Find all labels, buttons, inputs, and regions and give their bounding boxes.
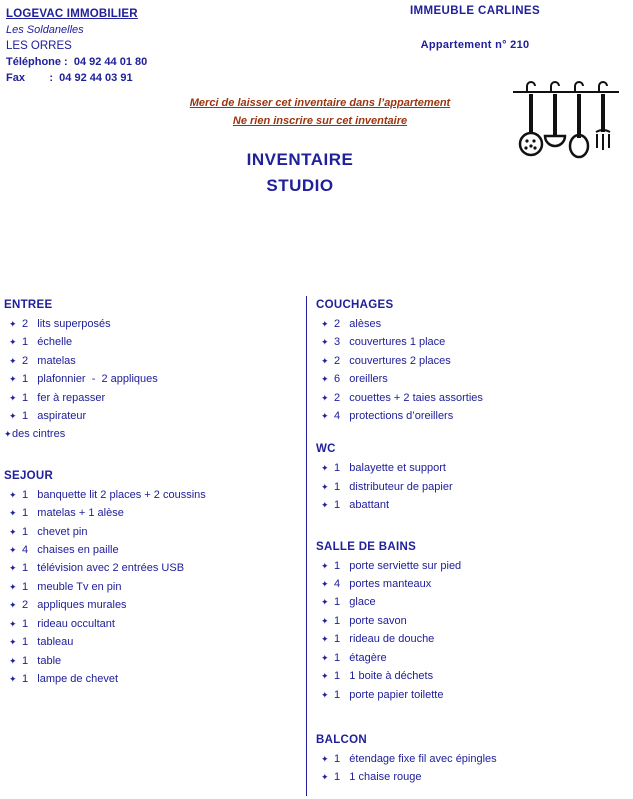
apartment-number: Appartement n° 210 (420, 39, 530, 51)
section-couchages (316, 299, 616, 425)
list-item-label: 2 alèses (334, 318, 382, 330)
title-line-2: STUDIO (266, 176, 334, 195)
list-item-label: 1 fer à repasser (22, 391, 106, 404)
list-item (316, 557, 616, 575)
section-gap (4, 448, 300, 470)
list-item (4, 652, 300, 670)
list-item-label: 1 porte papier toilette (334, 688, 444, 701)
bullet-icon: ✦ (321, 481, 329, 492)
section-item-list (316, 557, 616, 704)
bullet-icon: ✦ (321, 579, 329, 590)
list-item-label: 6 oreillers (334, 373, 388, 386)
section-gap (316, 429, 616, 443)
list-item-label: 1 lampe de chevet (22, 672, 119, 685)
list-item (316, 768, 616, 786)
list-item-label: 1 banquette lit 2 places + 2 coussins (22, 488, 206, 501)
list-item (4, 615, 300, 633)
list-item (316, 630, 616, 648)
list-item-label: 1 plafonnier - 2 appliques (22, 373, 158, 386)
list-item (4, 596, 300, 614)
section-title: BALCON (316, 733, 367, 746)
bullet-icon: ✦ (9, 374, 17, 385)
list-item-label: 3 couvertures 1 place (334, 336, 446, 349)
company-name: LOGEVAC IMMOBILIER (6, 8, 138, 20)
list-item (316, 370, 616, 388)
bullet-icon: ✦ (9, 319, 17, 329)
list-item-label: 1 étagère (334, 651, 387, 664)
notice-block (120, 94, 520, 130)
section-sejour (4, 470, 300, 688)
bullet-icon: ✦ (321, 753, 329, 764)
list-item (4, 633, 300, 651)
section-item-list (316, 459, 616, 514)
list-item (316, 649, 616, 667)
bullet-icon: ✦ (321, 463, 329, 474)
list-item (4, 370, 300, 388)
list-item (316, 667, 616, 685)
list-item-label: 1 1 chaise rouge (334, 771, 422, 784)
list-item (316, 612, 616, 630)
list-item (316, 750, 616, 768)
bullet-icon: ✦ (321, 671, 329, 682)
list-item-label: 1 porte savon (334, 614, 407, 627)
bullet-icon: ✦ (321, 560, 329, 571)
bullet-icon: ✦ (321, 634, 329, 645)
list-item (316, 459, 616, 477)
list-item-label: 1 abattant (334, 499, 390, 512)
list-item (4, 559, 300, 577)
list-item-label: 2 couettes + 2 taies assorties (334, 391, 483, 404)
bullet-icon: ✦ (321, 337, 329, 348)
bullet-icon: ✦ (9, 489, 17, 500)
section-salle-de-bains (316, 541, 616, 704)
section-item-list (316, 750, 616, 787)
list-item-label: 1 aspirateur (22, 410, 87, 423)
bullet-icon: ✦ (9, 545, 17, 556)
list-item (316, 315, 616, 333)
bullet-icon: ✦ (321, 500, 329, 511)
section-title: WC (316, 443, 336, 456)
list-item-label: 1 meuble Tv en pin (22, 580, 122, 593)
list-item-label: 1 rideau occultant (22, 617, 115, 630)
section-item-list (4, 315, 300, 444)
list-item (4, 352, 300, 370)
section-gap (316, 708, 616, 734)
list-item-label: 1 distributeur de papier (334, 480, 453, 493)
list-item (316, 593, 616, 611)
bullet-icon: ✦ (9, 618, 17, 629)
right-column (316, 299, 616, 791)
bullet-icon: ✦ (9, 637, 17, 648)
list-item (316, 407, 616, 425)
list-item-label: 1 rideau de douche (334, 633, 435, 646)
section-gap (316, 519, 616, 541)
list-item-label: 1 table (22, 654, 62, 667)
section-entree (4, 299, 300, 444)
section-title: SALLE DE BAINS (316, 540, 417, 553)
section-balcon (316, 734, 616, 787)
header-right-block (330, 5, 620, 51)
bullet-icon: ✦ (9, 655, 17, 666)
bullet-icon: ✦ (9, 411, 17, 422)
building-name: IMMEUBLE CARLINES (409, 5, 541, 17)
section-title: ENTREE (4, 299, 53, 311)
list-item (316, 686, 616, 704)
list-item-label: 1 échelle (22, 336, 73, 349)
section-item-list (316, 315, 616, 425)
company-town: LES ORRES (6, 40, 72, 52)
list-item-label: 1 1 boite à déchets (334, 670, 434, 683)
list-item-label: 2 couvertures 2 places (334, 354, 451, 367)
list-item-label: 1 balayette et support (334, 462, 446, 475)
bullet-icon: ✦ (321, 319, 329, 329)
list-item-label: 1 télévision avec 2 entrées USB (22, 562, 185, 575)
list-item-label: 1 matelas + 1 alèse (22, 507, 124, 520)
list-item (4, 315, 300, 333)
bullet-icon: ✦ (321, 615, 329, 626)
bullet-icon: ✦ (4, 429, 12, 440)
list-item-label: 1 glace (334, 596, 376, 609)
bullet-icon: ✦ (9, 392, 17, 403)
section-item-list (4, 486, 300, 688)
left-column (4, 299, 300, 692)
list-item (4, 425, 300, 443)
phone-line: Téléphone : 04 92 44 01 80 (6, 56, 148, 68)
list-item-label: 2 matelas (22, 354, 76, 367)
company-residence: Les Soldanelles (6, 24, 84, 36)
list-item (316, 496, 616, 514)
list-item-label: 1 porte serviette sur pied (334, 559, 462, 572)
section-wc (316, 443, 616, 514)
list-item (4, 333, 300, 351)
notice-line-2: Ne rien inscrire sur cet inventaire (232, 115, 408, 127)
notice-line-1: Merci de laisser cet inventaire dans l’appartement (189, 97, 451, 109)
list-item (316, 478, 616, 496)
fax-line: Fax : 04 92 44 03 91 (6, 72, 133, 84)
bullet-icon: ✦ (9, 600, 17, 611)
column-divider (306, 296, 307, 796)
bullet-icon: ✦ (321, 772, 329, 783)
list-item-label: 1 étendage fixe fil avec épingles (334, 752, 497, 765)
list-item (4, 670, 300, 688)
bullet-icon: ✦ (321, 392, 329, 403)
list-item (316, 352, 616, 370)
list-item (4, 541, 300, 559)
list-item (316, 389, 616, 407)
bullet-icon: ✦ (321, 411, 329, 422)
bullet-icon: ✦ (9, 581, 17, 592)
list-item-label: 2 lits superposés (22, 318, 111, 330)
bullet-icon: ✦ (9, 563, 17, 574)
list-item (4, 407, 300, 425)
list-item-label: 1 chevet pin (22, 525, 88, 538)
list-item (316, 575, 616, 593)
title-line-1: INVENTAIRE (246, 150, 354, 169)
bullet-icon: ✦ (9, 337, 17, 348)
section-title: SEJOUR (4, 469, 54, 482)
list-item (4, 486, 300, 504)
list-item-label: 1 tableau (22, 636, 74, 649)
bullet-icon: ✦ (321, 355, 329, 366)
list-item (316, 333, 616, 351)
bullet-icon: ✦ (321, 652, 329, 663)
section-title: COUCHAGES (316, 299, 394, 311)
list-item-label: 4 chaises en paille (22, 544, 119, 557)
kitchen-utensils-icon (507, 78, 625, 170)
list-item-label: 4 protections d’oreillers (334, 410, 454, 423)
bullet-icon: ✦ (9, 673, 17, 684)
list-item (4, 504, 300, 522)
bullet-icon: ✦ (9, 508, 17, 519)
list-item-label: 4 portes manteaux (334, 578, 432, 591)
page-title (150, 147, 450, 199)
list-item-label: 2 appliques murales (22, 599, 127, 612)
bullet-icon: ✦ (321, 689, 329, 700)
header-left-block (6, 6, 306, 86)
bullet-icon: ✦ (321, 374, 329, 385)
bullet-icon: ✦ (321, 597, 329, 608)
list-item-label: des cintres (12, 428, 66, 441)
list-item (4, 523, 300, 541)
list-item (4, 578, 300, 596)
bullet-icon: ✦ (9, 355, 17, 366)
bullet-icon: ✦ (9, 526, 17, 537)
list-item (4, 389, 300, 407)
